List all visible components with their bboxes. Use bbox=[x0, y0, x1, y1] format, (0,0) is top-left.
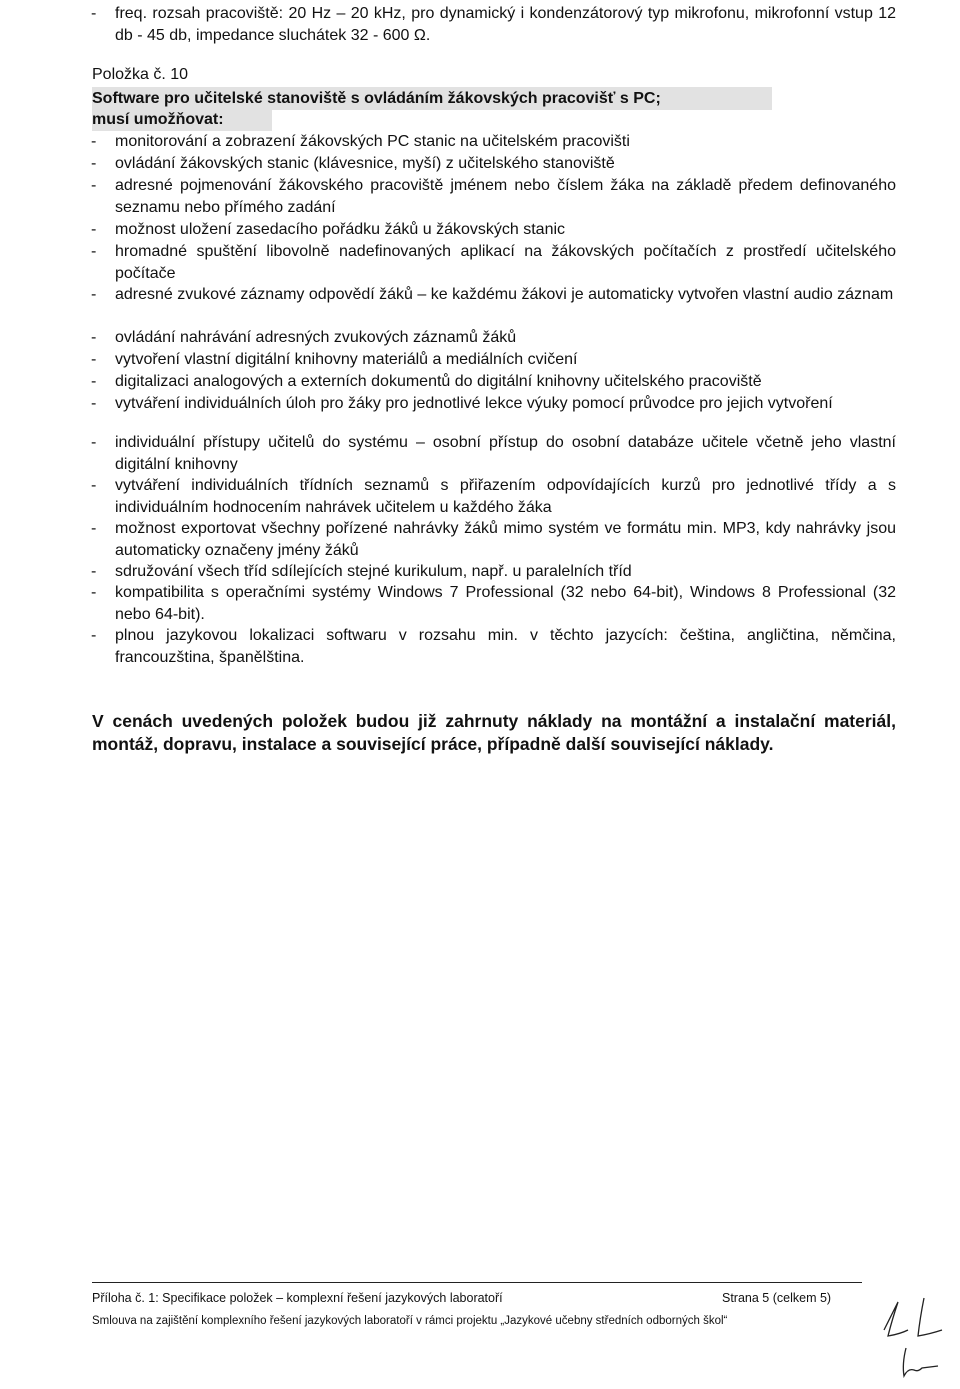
bullet-text: individuální přístupy učitelů do systému – osobní přístup do osobní databáze učitele včetně jeho vlastní digitální knihovny bbox=[115, 434, 896, 473]
list-item bbox=[92, 371, 896, 393]
bullet-text: digitalizaci analogových a externích dokumentů do digitální knihovny učitelského pracoviště bbox=[115, 373, 762, 390]
bullet-dash: - bbox=[91, 434, 97, 451]
bullet-dash: - bbox=[91, 329, 97, 346]
bullet-dash: - bbox=[91, 177, 97, 194]
list-item bbox=[92, 131, 896, 153]
bullet-text: kompatibilita s operačními systémy Windows 7 Professional (32 nebo 64-bit), Windows 8 Professional (32 nebo 64-bit). bbox=[115, 584, 896, 623]
bullet-dash: - bbox=[91, 155, 97, 172]
list-item bbox=[92, 432, 896, 476]
section-heading-line1: Software pro učitelské stanoviště s ovládáním žákovských pracovišť s PC; bbox=[92, 87, 772, 110]
bullet-dash: - bbox=[91, 221, 97, 238]
handwritten-initials bbox=[878, 1290, 950, 1382]
bullet-dash: - bbox=[91, 373, 97, 390]
bullet-text: adresné zvukové záznamy odpovědí žáků – ke každému žákovi je automaticky vytvořen vlastní audio záznam bbox=[115, 286, 894, 303]
pricing-note: V cenách uvedených položek budou již zahrnuty náklady na montážní a instalační materiál, montáž, dopravu, instalace a související práce, případně další související náklady. bbox=[92, 711, 896, 754]
list-item bbox=[92, 582, 896, 626]
bullet-dash: - bbox=[91, 584, 97, 601]
list-item bbox=[92, 241, 896, 285]
bullet-dash: - bbox=[91, 627, 97, 644]
list-item-frequency bbox=[92, 3, 896, 47]
list-item bbox=[92, 625, 896, 669]
item-label: Položka č. 10 bbox=[92, 66, 189, 83]
bullet-dash: - bbox=[91, 286, 97, 303]
bullet-dash: - bbox=[91, 133, 97, 150]
bullet-text: ovládání nahrávání adresných zvukových záznamů žáků bbox=[115, 329, 517, 346]
list-item bbox=[92, 175, 896, 219]
bullet-dash: - bbox=[91, 477, 97, 494]
bullet-dash: - bbox=[91, 563, 97, 580]
footer-contract: Smlouva na zajištění komplexního řešení jazykových laboratoří v rámci projektu „Jazykové učebny středních odborných škol“ bbox=[92, 1315, 728, 1327]
list-item bbox=[92, 518, 896, 562]
bullet-text: freq. rozsah pracoviště: 20 Hz – 20 kHz, pro dynamický i kondenzátorový typ mikrofonu, mikrofonní vstup 12 db - 45 db, impedance sluchátek 32 - 600 Ω. bbox=[115, 5, 896, 44]
bullet-text: možnost exportovat všechny pořízené nahrávky žáků mimo systém ve formátu min. MP3, kdy nahrávky jsou automaticky označeny jmény žáků bbox=[115, 520, 896, 559]
bullet-text: vytváření individuálních úloh pro žáky pro jednotlivé lekce výuky pomocí průvodce pro jejich vytvoření bbox=[115, 395, 833, 412]
footer-divider bbox=[92, 1282, 862, 1283]
list-item bbox=[92, 284, 896, 306]
bullet-text: hromadné spuštění libovolně nadefinovaných aplikací na žákovských počítačích z prostředí učitelského počítače bbox=[115, 243, 896, 282]
bullet-text: sdružování všech tříd sdílejících stejné kurikulum, např. u paralelních tříd bbox=[115, 563, 632, 580]
bullet-dash: - bbox=[91, 351, 97, 368]
list-item bbox=[92, 153, 896, 175]
bullet-dash: - bbox=[91, 520, 97, 537]
bullet-text: plnou jazykovou lokalizaci softwaru v rozsahu min. v těchto jazycích: čeština, angličtina, němčina, francouzština, španělština. bbox=[115, 627, 896, 666]
bullet-text: adresné pojmenování žákovského pracoviště jménem nebo číslem žáka na základě předem definovaného seznamu nebo přímého zadání bbox=[115, 177, 896, 216]
bullet-dash: - bbox=[91, 243, 97, 260]
bullet-dash: - bbox=[91, 5, 97, 22]
list-item bbox=[92, 327, 896, 349]
section-heading-line2: musí umožňovat: bbox=[92, 108, 272, 131]
list-item bbox=[92, 349, 896, 371]
bullet-text: vytvoření vlastní digitální knihovny materiálů a mediálních cvičení bbox=[115, 351, 578, 368]
footer-attachment: Příloha č. 1: Specifikace položek – komplexní řešení jazykových laboratoří bbox=[92, 1291, 503, 1305]
list-item bbox=[92, 475, 896, 519]
bullet-text: možnost uložení zasedacího pořádku žáků u žákovských stanic bbox=[115, 221, 566, 238]
list-item bbox=[92, 219, 896, 241]
bullet-text: monitorování a zobrazení žákovských PC stanic na učitelském pracovišti bbox=[115, 133, 630, 150]
bullet-text: ovládání žákovských stanic (klávesnice, myší) z učitelského stanoviště bbox=[115, 155, 615, 172]
footer-page-number: Strana 5 (celkem 5) bbox=[722, 1291, 832, 1305]
list-item bbox=[92, 561, 896, 583]
bullet-text: vytváření individuálních třídních seznamů s přiřazením odpovídajících kurzů pro jednotlivé třídy a s individuálním hodnocením nahrávek učitelem u každého žáka bbox=[115, 477, 896, 516]
list-item bbox=[92, 393, 896, 415]
bullet-dash: - bbox=[91, 395, 97, 412]
